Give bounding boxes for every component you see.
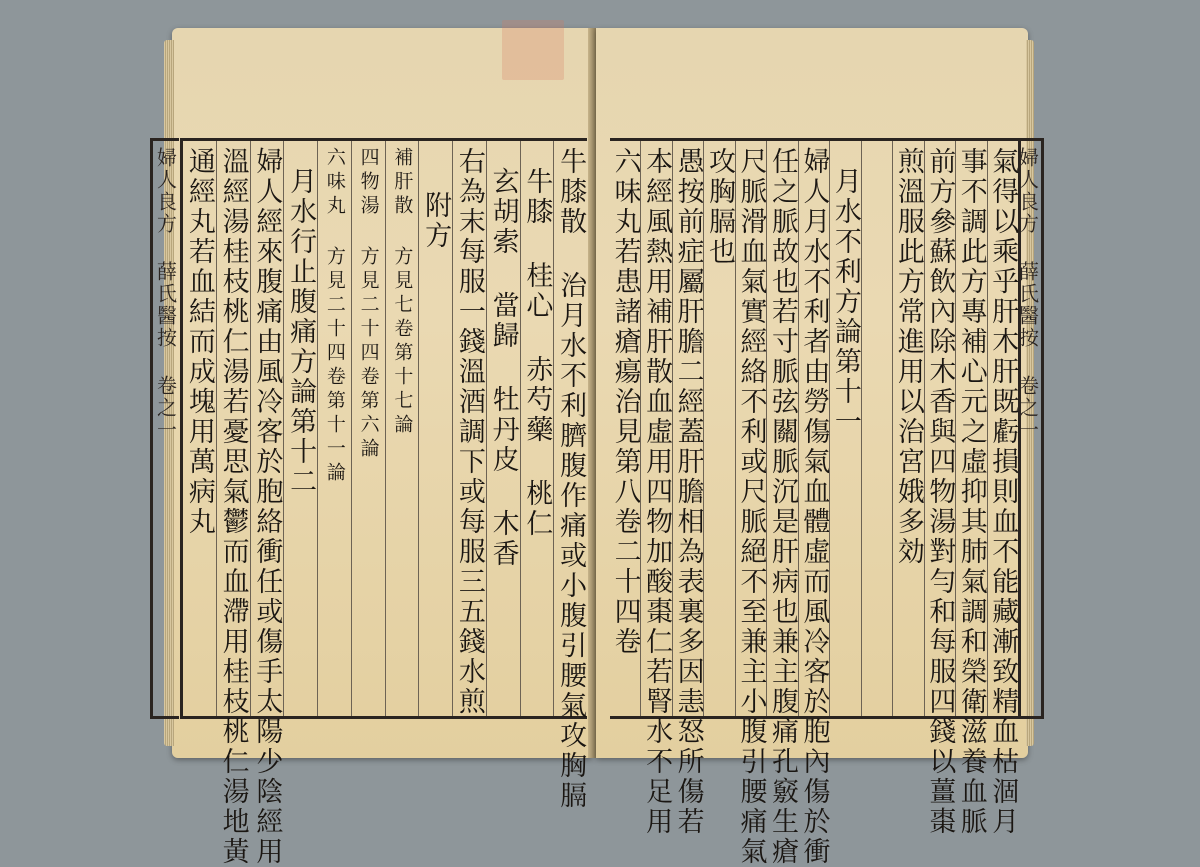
red-seal-stamp <box>502 20 564 80</box>
right-text-frame <box>609 138 1021 867</box>
right-page-column-text: 攻胸膈也 <box>704 147 736 267</box>
right-page-column-text: 月水不利方論第十一 <box>829 167 861 437</box>
right-page-column-text: 前方參蘇飲內除木香與四物湯對勻和每服四錢以薑棗 <box>924 147 956 837</box>
right-page-column-text: 六味丸若患諸瘡瘍治見第八卷二十四卷 <box>609 147 641 657</box>
right-page-column <box>924 141 956 837</box>
left-page-column <box>486 141 520 716</box>
left-page-column-text: 牛膝散 治月水不利臍腹作痛或小腹引腰氣攻胸膈 <box>555 147 587 811</box>
left-margin-column <box>150 138 179 719</box>
left-page-column-text: 四物湯 方見二十四卷第六論 <box>357 147 380 462</box>
left-page-column-text: 月水行止腹痛方論第十二 <box>285 167 317 497</box>
left-text-frame <box>180 138 587 867</box>
left-page-column <box>216 141 250 867</box>
right-page-column <box>892 141 923 716</box>
right-columns <box>609 141 1019 867</box>
left-page-column <box>418 141 452 716</box>
left-columns <box>183 141 587 867</box>
right-page-column-text: 婦人月水不利者由勞傷氣血體虛而風冷客於胞內傷於衝 <box>798 147 830 867</box>
right-page-column <box>672 141 704 837</box>
left-page-column-text: 附方 <box>420 191 452 251</box>
right-page-column <box>735 141 767 867</box>
left-page-column-text: 六味丸 方見二十四卷第十一論 <box>323 147 346 486</box>
left-page-column <box>317 141 351 716</box>
right-margin-title: 婦人良方 薛氏醫按 卷之一 <box>1015 147 1040 441</box>
left-page-column <box>351 141 385 716</box>
right-page-column-text: 事不調此方專補心元之虛抑其肺氣調和榮衛滋養血脈 <box>955 147 987 837</box>
right-page-column-text: 氣得以乘乎肝木肝既虧損則血不能藏漸致精血枯涸月 <box>987 147 1019 837</box>
right-page-column <box>703 141 734 716</box>
right-page-column <box>829 141 860 716</box>
left-page-column-text: 牛膝 桂心 赤芍藥 桃仁 <box>521 167 553 539</box>
right-page-column-text: 煎溫服此方常進用以治宮娥多効 <box>892 147 924 567</box>
left-margin-title: 婦人良方 薛氏醫按 卷之一 <box>153 147 178 441</box>
right-page-column <box>640 141 673 837</box>
right-page-column-text: 尺脈滑血氣實經絡不利或尺脈絕不至兼主小腹引腰痛氣 <box>735 147 767 867</box>
left-page <box>153 28 592 867</box>
left-page-column <box>183 141 216 716</box>
right-page-column-text: 任之脈故也若寸脈弦關脈沉是肝病也兼主腹痛孔竅生瘡 <box>766 147 798 867</box>
left-page-column-text: 溫經湯桂枝桃仁湯若憂思氣鬱而血滯用桂枝桃仁湯地黃 <box>217 147 249 867</box>
right-page-column-text: 愚按前症屬肝膽二經蓋肝膽相為表裏多因恚怒所傷若 <box>672 147 704 837</box>
left-page-column <box>452 141 486 716</box>
open-book <box>153 28 1040 867</box>
right-page-column-text: 本經風熱用補肝散血虛用四物加酸棗仁若腎水不足用 <box>641 147 673 837</box>
left-page-column <box>520 141 554 716</box>
right-page-column <box>987 141 1019 837</box>
left-page-column-text: 補肝散 方見七卷第十七論 <box>391 147 414 438</box>
left-page-column-text: 婦人經來腹痛由風冷客於胞絡衝任或傷手太陽少陰經用 <box>251 147 283 867</box>
left-page-column-text: 玄胡索 當歸 牡丹皮 木香 <box>487 167 519 569</box>
left-page-column <box>283 141 317 716</box>
left-page-column <box>553 141 587 811</box>
right-page <box>596 28 1040 867</box>
left-page-column <box>385 141 419 716</box>
left-page-column-text: 通經丸若血結而成塊用萬病丸 <box>183 147 215 537</box>
right-page-column <box>955 141 987 837</box>
left-page-column <box>250 141 284 867</box>
right-page-column <box>798 141 830 867</box>
right-page-column <box>766 141 798 867</box>
right-page-column <box>861 141 892 716</box>
left-page-column-text: 右為末每服一錢溫酒調下或每服三五錢水煎 <box>453 147 485 717</box>
right-page-column <box>610 141 640 716</box>
